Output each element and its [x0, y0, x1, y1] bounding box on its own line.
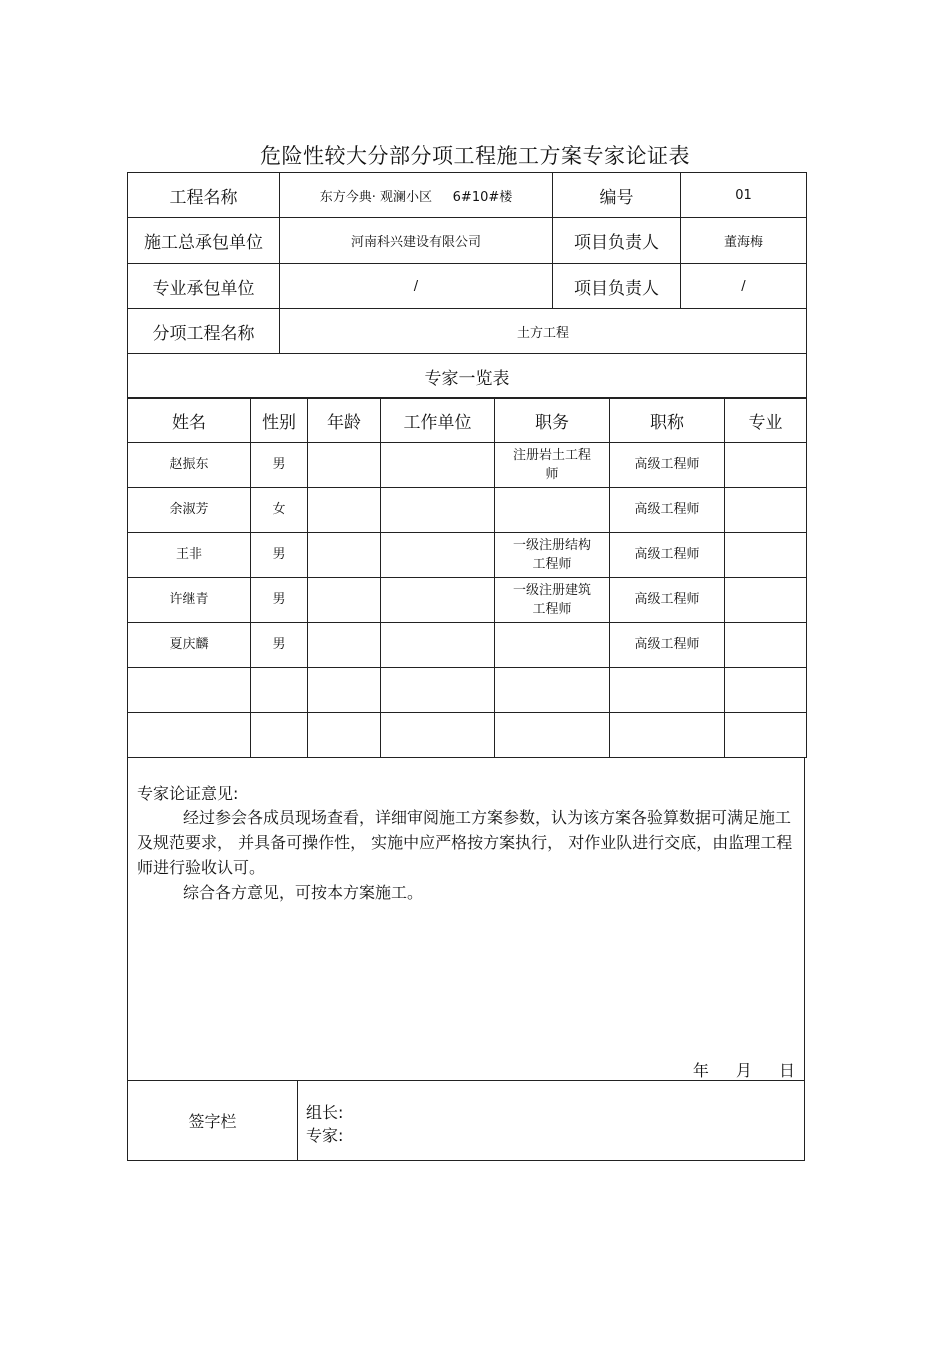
general-contractor-value: 河南科兴建设有限公司 — [280, 218, 553, 264]
expert-workplace — [381, 533, 495, 578]
expert-specialty — [725, 443, 807, 488]
signature-lines — [306, 1101, 343, 1147]
expert-specialty — [725, 488, 807, 533]
expert-age — [308, 578, 381, 623]
expert-specialty — [725, 668, 807, 713]
opinion-body — [137, 805, 797, 905]
expert-gender — [251, 668, 308, 713]
specialty-contractor-label: 专业承包单位 — [128, 264, 280, 309]
expert-gender — [251, 713, 308, 758]
expert-gender: 女 — [251, 488, 308, 533]
expert-title — [610, 668, 725, 713]
expert-list-title: 专家一览表 — [128, 354, 807, 399]
opinion-conclusion: 综合各方意见，可按本方案施工。 — [183, 883, 424, 902]
expert-position — [495, 713, 610, 758]
expert-name — [128, 713, 251, 758]
expert-specialty — [725, 713, 807, 758]
header-name: 姓名 — [128, 398, 251, 443]
project-name-label: 工程名称 — [128, 173, 280, 218]
expert-name: 许继青 — [128, 578, 251, 623]
expert-workplace — [381, 443, 495, 488]
expert-position — [495, 488, 610, 533]
expert-name: 余淑芳 — [128, 488, 251, 533]
header-workplace: 工作单位 — [381, 398, 495, 443]
header-age: 年龄 — [308, 398, 381, 443]
expert-workplace — [381, 668, 495, 713]
expert-list-table — [127, 397, 807, 758]
specialty-contractor-value: / — [280, 264, 553, 309]
table-row — [128, 488, 807, 533]
form-title: 危险性较大分部分项工程施工方案专家论证表 — [260, 144, 690, 168]
expert-workplace — [381, 578, 495, 623]
signature-section — [127, 1080, 805, 1161]
expert-specialty — [725, 623, 807, 668]
manager-value-2: / — [681, 264, 807, 309]
table-row — [128, 623, 807, 668]
expert-title: 高级工程师 — [610, 443, 725, 488]
table-row — [128, 713, 807, 758]
expert-opinion-section — [127, 757, 805, 1081]
project-name-value: 东方今典· 观澜小区 6#10#楼 — [280, 173, 553, 218]
expert-gender: 男 — [251, 578, 308, 623]
expert-age — [308, 443, 381, 488]
expert-specialty — [725, 533, 807, 578]
opinion-heading: 专家论证意见: — [137, 784, 239, 803]
expert-title: 高级工程师 — [610, 578, 725, 623]
manager-value-1: 董海梅 — [681, 218, 807, 264]
expert-name: 王非 — [128, 533, 251, 578]
general-contractor-label: 施工总承包单位 — [128, 218, 280, 264]
expert-title — [610, 713, 725, 758]
expert-name — [128, 668, 251, 713]
expert-signature-label: 专家: — [306, 1126, 344, 1145]
expert-title: 高级工程师 — [610, 533, 725, 578]
expert-title: 高级工程师 — [610, 488, 725, 533]
number-value: 01 — [681, 173, 807, 218]
project-info-table — [127, 172, 807, 399]
subproject-value: 土方工程 — [280, 309, 807, 354]
table-row — [128, 443, 807, 488]
expert-specialty — [725, 578, 807, 623]
table-row — [128, 533, 807, 578]
table-row — [128, 578, 807, 623]
expert-name: 赵振东 — [128, 443, 251, 488]
expert-position: 一级注册结构工程师 — [495, 533, 610, 578]
expert-position: 一级注册建筑工程师 — [495, 578, 610, 623]
expert-name: 夏庆麟 — [128, 623, 251, 668]
expert-position — [495, 623, 610, 668]
expert-age — [308, 623, 381, 668]
table-row — [128, 668, 807, 713]
expert-workplace — [381, 488, 495, 533]
opinion-paragraph: 经过参会各成员现场查看，详细审阅施工方案参数，认为该方案各验算数据可满足施工及规范要求， 并具备可操作性， 实施中应严格按方案执行， 对作业队进行交底，由监理工程师进行验收认可。 — [137, 808, 793, 877]
expert-position: 注册岩土工程师 — [495, 443, 610, 488]
signature-label: 签字栏 — [128, 1081, 298, 1160]
expert-age — [308, 533, 381, 578]
leader-signature-label: 组长: — [306, 1103, 344, 1122]
header-specialty: 专业 — [725, 398, 807, 443]
opinion-date-line: 年 月 日 — [692, 1061, 795, 1080]
manager-label-1: 项目负责人 — [553, 218, 681, 264]
expert-position — [495, 668, 610, 713]
manager-label-2: 项目负责人 — [553, 264, 681, 309]
header-position: 职务 — [495, 398, 610, 443]
header-title: 职称 — [610, 398, 725, 443]
expert-header-row — [128, 398, 807, 443]
expert-gender: 男 — [251, 533, 308, 578]
subproject-label: 分项工程名称 — [128, 309, 280, 354]
expert-workplace — [381, 623, 495, 668]
expert-gender: 男 — [251, 623, 308, 668]
expert-title: 高级工程师 — [610, 623, 725, 668]
number-label: 编号 — [553, 173, 681, 218]
expert-age — [308, 668, 381, 713]
expert-gender: 男 — [251, 443, 308, 488]
expert-age — [308, 488, 381, 533]
expert-age — [308, 713, 381, 758]
expert-workplace — [381, 713, 495, 758]
header-gender: 性别 — [251, 398, 308, 443]
